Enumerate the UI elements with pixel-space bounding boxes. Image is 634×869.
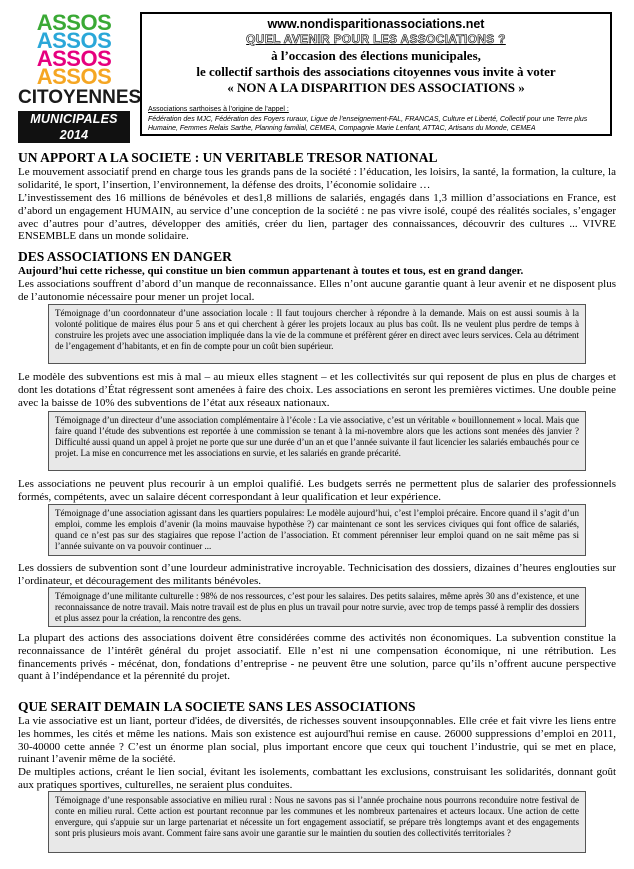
section-2-title: DES ASSOCIATIONS EN DANGER bbox=[18, 249, 232, 264]
testimony-box-4: Témoignage d’une militante culturelle : 98% de nos ressources, c’est pour les salaires. Des petits salaires, même après 30 ans d’existence, et une reconnaissance de notre travail. Mais notre travail est de plus en plus un travail pour notre survie, avec trop de temps passé à remplir des dossiers et plus assez pour la création, la rencontre des gens. bbox=[48, 587, 586, 627]
section-2-p5: La plupart des actions des associations doivent être considérées comme des activités non économiques. La subvention constitue la reconnaissance de l’intérêt général du projet associatif. Elle n’est ni une compensation économique, ni une rétribution. Les financements privés - mécénat, don, fondations d’entreprise - ne peuvent être une solution, parce qu’ils n’offrent aucune perspective quant à l’indépendance et la pérennité du projet. bbox=[18, 632, 616, 683]
section-2-p3: Les associations ne peuvent plus recourir à un emploi qualifié. Les budgets serrés ne permettent plus de salarier des professionnels formés, compétents, avec un salaire décent correspondant à leur qualification et leur expérience. bbox=[18, 478, 616, 503]
testimony-box-3: Témoignage d’une association agissant dans les quartiers populaires: Le modèle aujourd’hui, c’est l’emploi précaire. Encore quand il s’agit d’un emploi, comme les emplois d’avenir (la moins mauvaise hypothèse ?) car maintenant ce sont les services civiques qui font office de salariés, quand ce n’est pas sur des stagiaires que repose l’action de l’association. Et comment pérenniser leur emploi quand on ne sait même pas si l’année suivante on va pouvoir continuer ... bbox=[48, 504, 586, 556]
header-question: QUEL AVENIR POUR LES ASSOCIATIONS ? bbox=[246, 32, 506, 46]
header-line-3: « NON A LA DISPARITION DES ASSOCIATIONS » bbox=[227, 80, 525, 95]
section-1-p1: Le mouvement associatif prend en charge tous les grands pans de la société : l’éducation, les loisirs, la santé, la formation, la culture, la solidarité, le sport, l’insertion, l’environnement, la défense des droits, l’économie solidaire … bbox=[18, 166, 616, 191]
header-line-2: le collectif sarthois des associations citoyennes vous invite à voter bbox=[196, 64, 556, 79]
section-1-title: UN APPORT A LA SOCIETE : UN VERITABLE TRESOR NATIONAL bbox=[18, 150, 438, 165]
testimony-box-1: Témoignage d’un coordonnateur d’une association locale : Il faut toujours chercher à répondre à la demande. Mais on est aussi soumis à la volonté politique de maires élus pour 5 ans et qui cherchent à gérer les projets locaux au plus bas coût. Ils ne veulent plus perdre de temps à construire les projets avec une association impliquée dans la vie de la commune et préfèrent gérer en direct avec leurs services. Cela au détriment de l’engagement d’habitants, et en fin de compte pour un coût bien supérieur. bbox=[48, 304, 586, 364]
section-2-lead: Aujourd’hui cette richesse, qui constitue un bien commun appartenant à toutes et tous, est en grand danger. bbox=[18, 265, 524, 277]
logo-word-1: ASSOS bbox=[36, 10, 112, 35]
section-2-p2: Le modèle des subventions est mis à mal – au mieux elles stagnent – et les collectivités sur qui reposent de plus en plus de charges et dont les dotations d’État régressent sont amenées à faire des choix. Les associations en seront les premières victimes. Une double peine avec la baisse de 10% des subventions de l’état aux réseaux nationaux. bbox=[18, 371, 616, 409]
assos-citoyennes-logo bbox=[18, 10, 142, 142]
logo-municipales: MUNICIPALES 2014 bbox=[18, 111, 130, 143]
section-2-p4: Les dossiers de subvention sont d’une lourdeur administrative incroyable. Technicisation des dossiers, dizaines d’heures englouties sur l’ordinateur, et découragement des militants bénévoles. bbox=[18, 562, 616, 587]
logo-word-4: ASSOS bbox=[36, 64, 112, 89]
logo-word-2: ASSOS bbox=[36, 28, 112, 53]
section-3-title: QUE SERAIT DEMAIN LA SOCIETE SANS LES ASSOCIATIONS bbox=[18, 699, 416, 714]
testimony-box-2: Témoignage d’un directeur d’une association complémentaire à l’école : La vie associative, c’est un véritable « bouillonnement » local. Mais que faire quand l’étude des subventions est reportée à une commission se tenant à la mi-novembre alors que les actions sont menées dès janvier ? Difficulté aussi quand un appel à projet ne porte que sur une durée d’un an et que l’année suivante il faut licencier les salariés embauchés pour ce projet. La mise en concurrence met les associations en survie, et les salariés en grande précarité. bbox=[48, 411, 586, 471]
header-box bbox=[140, 12, 612, 136]
associations-list: Fédération des MJC, Fédération des Foyers ruraux, Ligue de l’enseignement-FAL, FRANCAS, Culture et Liberté, Collectif pour une Terre plus Humaine, Femmes Relais Sarthe, Planning familial, CEMEA, Compagnie Marie Lenfant, ATTAC, Artisans du Monde, CEMEA bbox=[148, 116, 588, 132]
header-line-1: à l’occasion des élections municipales, bbox=[271, 48, 481, 63]
section-1-p2: L’investissement des 16 millions de bénévoles et des1,8 millions de salariés, engagés dans 1,3 million d’associations en France, est d’abord un engagement HUMAIN, au service d’une conception de la société : ne pas vivre isolé, coupé des réalités sociales, s’engager avec d’autres pour d’autres, développer des amitiés, créer du lien, partager des connaissances, découvrir des cultures ... VIVRE ENSEMBLE dans un monde solidaire. bbox=[18, 192, 616, 243]
logo-citoyennes: CITOYENNES bbox=[18, 87, 142, 108]
website-url[interactable]: www.nondisparitionassociations.net bbox=[267, 17, 485, 31]
associations-label: Associations sarthoises à l’origine de l’appel : bbox=[148, 106, 289, 113]
section-3-p2: De multiples actions, créant le lien social, évitant les isolements, combattant les exclusions, construisant les solidarités, donnant goût aux pratiques sportives, culturelles, ne seraient plus conduites. bbox=[18, 766, 616, 791]
section-3-p1: La vie associative est un liant, porteur d'idées, de diversités, de richesses souvent insoupçonnables. Elle crée et fait vivre les liens entre les hommes, les cités et même les nations. Mais son existence est aujourd'hui remise en cause. 26000 suppressions d’emploi en 2011, 30-40000 cette année ? C’est un énorme plan social, plus important encore que ceux qui touchent l’industrie, qui se met en place, ruinant l’avenir même de la société. bbox=[18, 715, 616, 766]
testimony-box-5: Témoignage d’une responsable associative en milieu rural : Nous ne savons pas si l’année prochaine nous pourrons reconduire notre festival de conte en milieu rural. Cette action est pourtant reconnue par les communes et les nombreux partenaires et acteurs locaux. Une action de cette envergure, qui s'appuie sur un large partenariat et nécessite un fort engagement associatif, se prépare très longtemps avant et des engagements sont pris plusieurs mois avant. Comment faire sans avoir une garantie sur le maintien du soutien des collectivités territoriales ? bbox=[48, 791, 586, 853]
section-2-p1: Les associations souffrent d’abord d’un manque de reconnaissance. Elles n’ont aucune garantie quant à leur avenir et ne disposent plus de l’autonomie nécessaire pour mener un projet local. bbox=[18, 278, 616, 303]
logo-word-3: ASSOS bbox=[36, 46, 112, 71]
